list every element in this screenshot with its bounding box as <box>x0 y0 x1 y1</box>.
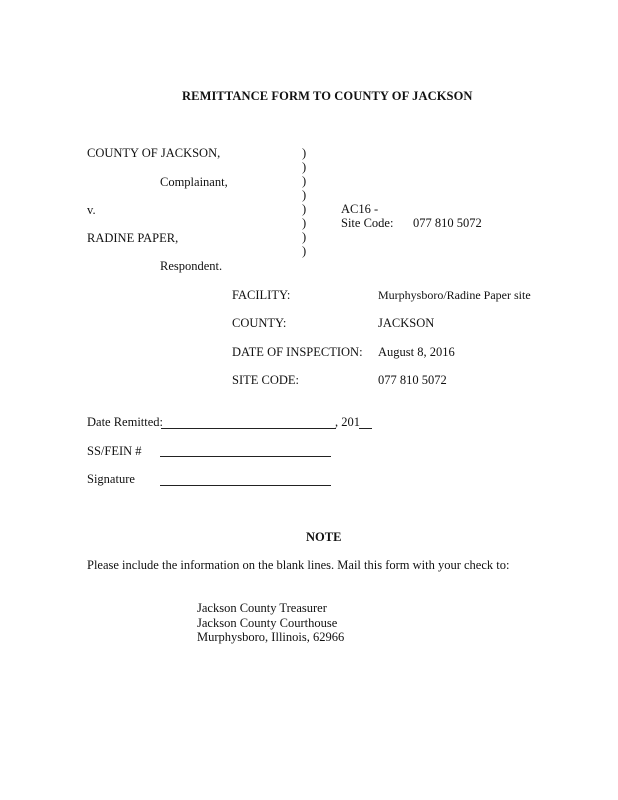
respondent-label: Respondent. <box>160 259 223 273</box>
caption-paren: ) <box>302 202 307 216</box>
facility-value: Murphysboro/Radine Paper site <box>378 288 531 302</box>
complainant-name: COUNTY OF JACKSON, <box>87 146 221 160</box>
site-code-detail-value: 077 810 5072 <box>378 373 447 387</box>
date-remitted-field[interactable] <box>161 428 336 429</box>
ssfein-label: SS/FEIN # <box>87 444 142 458</box>
inspection-date-value: August 8, 2016 <box>378 345 455 359</box>
year-prefix: , 201 <box>335 415 360 429</box>
address-line: Jackson County Courthouse <box>197 616 338 630</box>
form-title: REMITTANCE FORM TO COUNTY OF JACKSON <box>182 89 473 103</box>
county-label: COUNTY: <box>232 316 287 330</box>
site-code-label: Site Code: <box>341 216 394 230</box>
date-remitted-label: Date Remitted: <box>87 415 164 429</box>
respondent-name: RADINE PAPER, <box>87 231 179 245</box>
caption-paren: ) <box>302 188 307 202</box>
site-code-detail-label: SITE CODE: <box>232 373 300 387</box>
caption-paren: ) <box>302 160 307 174</box>
facility-label: FACILITY: <box>232 288 291 302</box>
case-number: AC16 - <box>341 202 379 216</box>
address-line: Jackson County Treasurer <box>197 601 327 615</box>
complainant-label: Complainant, <box>160 175 228 189</box>
county-value: JACKSON <box>378 316 435 330</box>
caption-paren: ) <box>302 174 307 188</box>
caption-paren: ) <box>302 216 307 230</box>
signature-label: Signature <box>87 472 135 486</box>
note-heading: NOTE <box>306 530 342 544</box>
year-suffix-field[interactable] <box>359 428 372 429</box>
address-line: Murphysboro, Illinois, 62966 <box>197 630 345 644</box>
note-text: Please include the information on the blank lines. Mail this form with your check to: <box>87 558 510 572</box>
site-code-value: 077 810 5072 <box>413 216 482 230</box>
versus-text: v. <box>87 203 96 217</box>
ssfein-field[interactable] <box>160 456 331 457</box>
caption-paren: ) <box>302 146 307 160</box>
caption-paren: ) <box>302 230 307 244</box>
signature-field[interactable] <box>160 485 331 486</box>
caption-paren: ) <box>302 244 307 258</box>
inspection-date-label: DATE OF INSPECTION: <box>232 345 363 359</box>
